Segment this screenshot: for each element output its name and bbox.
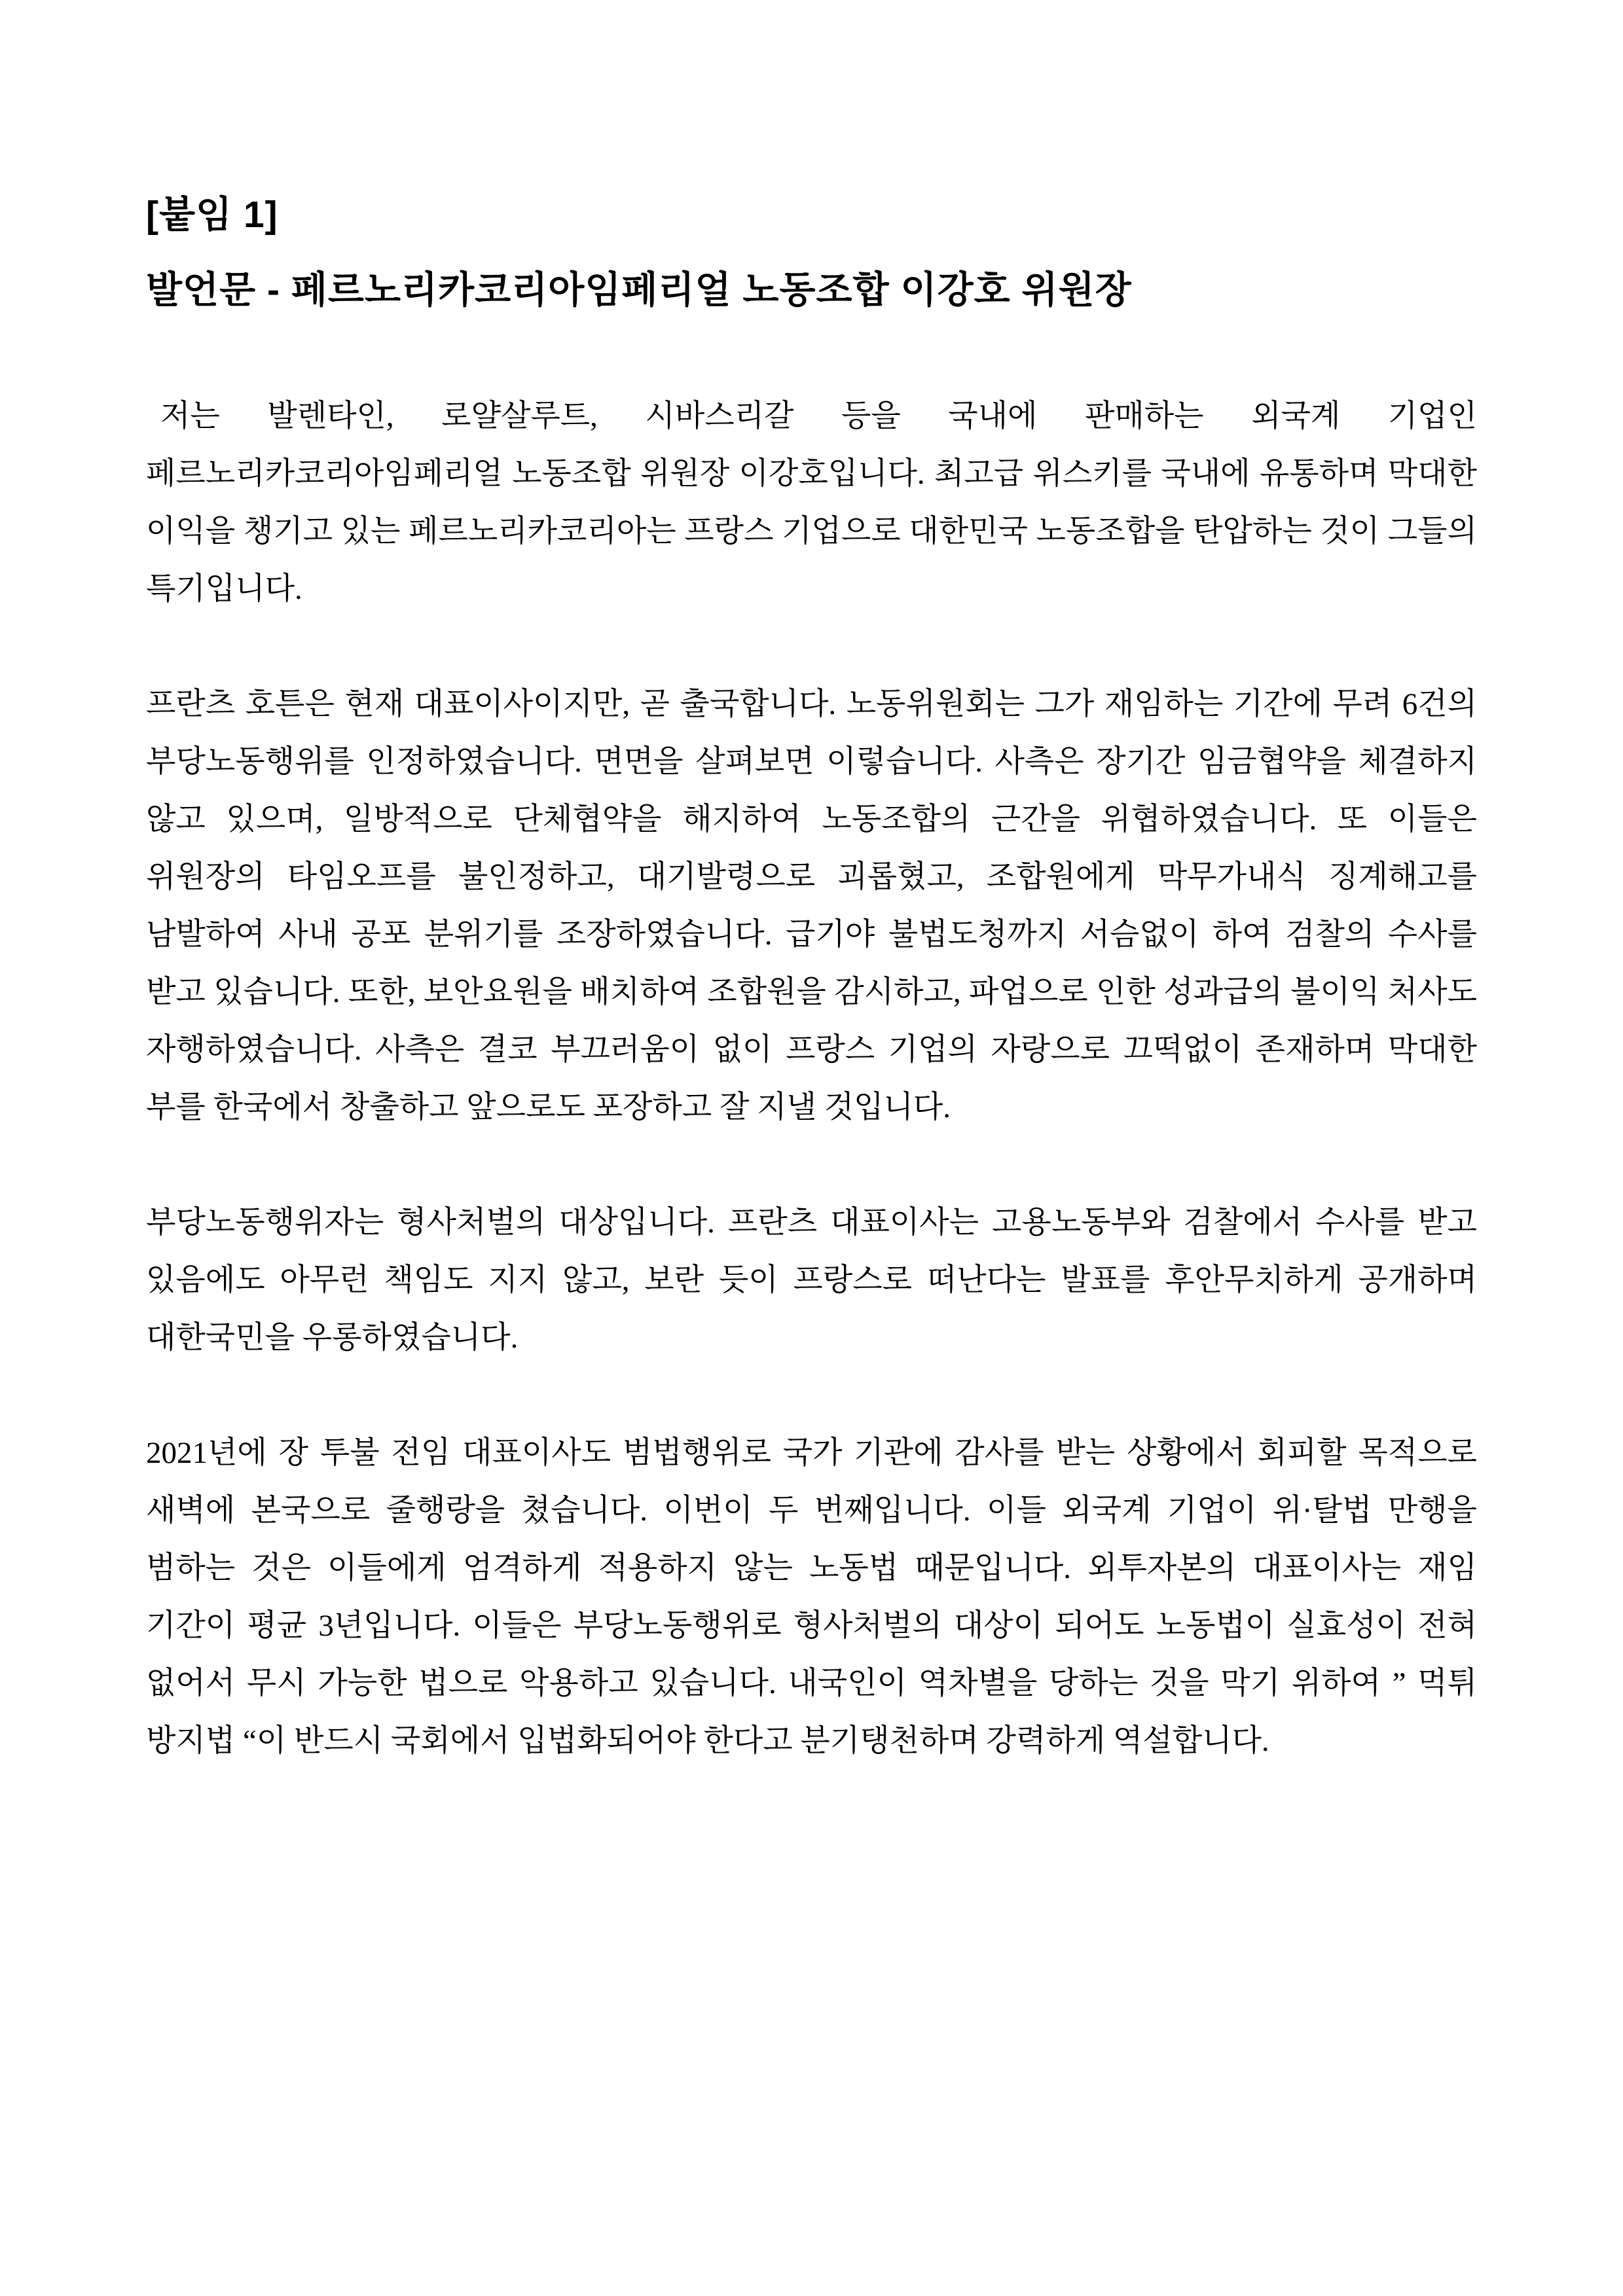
body-paragraph-legislation-demand: 2021년에 장 투불 전임 대표이사도 범법행위로 국가 기관에 감사를 받는 상황에서 회피할 목적으로 새벽에 본국으로 줄행랑을 쳤습니다. 이번이 두 번째입니다. 이들 외국계 기업이 위·탈법 만행을 범하는 것은 이들에게 엄격하게 적용하지 않는 노동법 때문입니다. 외투자본의 대표이사는 재임 기간이 평균 3년입니다. 이들은 부당노동행위로 형사처벌의 대상이 되어도 노동법이 실효성이 전혀 없어서 무시 가능한 법으로 악용하고 있습니다. 내국인이 역차별을 당하는 것을 막기 위하여 ” 먹튀 방지법 “이 반드시 국회에서 입법화되어야 한다고 분기탱천하며 강력하게 역설합니다. <box>146 1436 1477 1758</box>
body-paragraph-intro: 저는 발렌타인, 로얄살루트, 시바스리갈 등을 국내에 판매하는 외국계 기업인 페르노리카코리아임페리얼 노동조합 위원장 이강호입니다. 최고급 위스키를 국내에 유통하며 막대한 이익을 챙기고 있는 페르노리카코리아는 프랑스 기업으로 대한민국 노동조합을 탄압하는 것이 그들의 특기입니다. <box>146 399 1477 606</box>
body-paragraph-criminal-liability: 부당노동행위자는 형사처벌의 대상입니다. 프란츠 대표이사는 고용노동부와 검찰에서 수사를 받고 있음에도 아무런 책임도 지지 않고, 보란 듯이 프랑스로 떠난다는 발표를 후안무치하게 공개하며 대한국민을 우롱하였습니다. <box>146 1206 1477 1355</box>
document-body <box>146 387 1477 1770</box>
attachment-label: [붙임 1] <box>146 194 278 236</box>
document-title: 발언문 - 페르노리카코리아임페리얼 노동조합 이강호 위원장 <box>146 269 1132 311</box>
body-paragraph-unfair-labor-acts: 프란츠 호튼은 현재 대표이사이지만, 곧 출국합니다. 노동위원회는 그가 재임하는 기간에 무려 6건의 부당노동행위를 인정하였습니다. 면면을 살펴보면 이렇습니다. 사측은 장기간 임금협약을 체결하지 않고 있으며, 일방적으로 단체협약을 해지하여 노동조합의 근간을 위협하였습니다. 또 이들은 위원장의 타임오프를 불인정하고, 대기발령으로 괴롭혔고, 조합원에게 막무가내식 징계해고를 남발하여 사내 공포 분위기를 조장하였습니다. 급기야 불법도청까지 서슴없이 하여 검찰의 수사를 받고 있습니다. 또한, 보안요원을 배치하여 조합원을 감시하고, 파업으로 인한 성과급의 불이익 처사도 자행하였습니다. 사측은 결코 부끄러움이 없이 프랑스 기업의 자랑으로 끄떡없이 존재하며 막대한 부를 한국에서 창출하고 앞으로도 포장하고 잘 지낼 것입니다. <box>146 687 1477 1124</box>
